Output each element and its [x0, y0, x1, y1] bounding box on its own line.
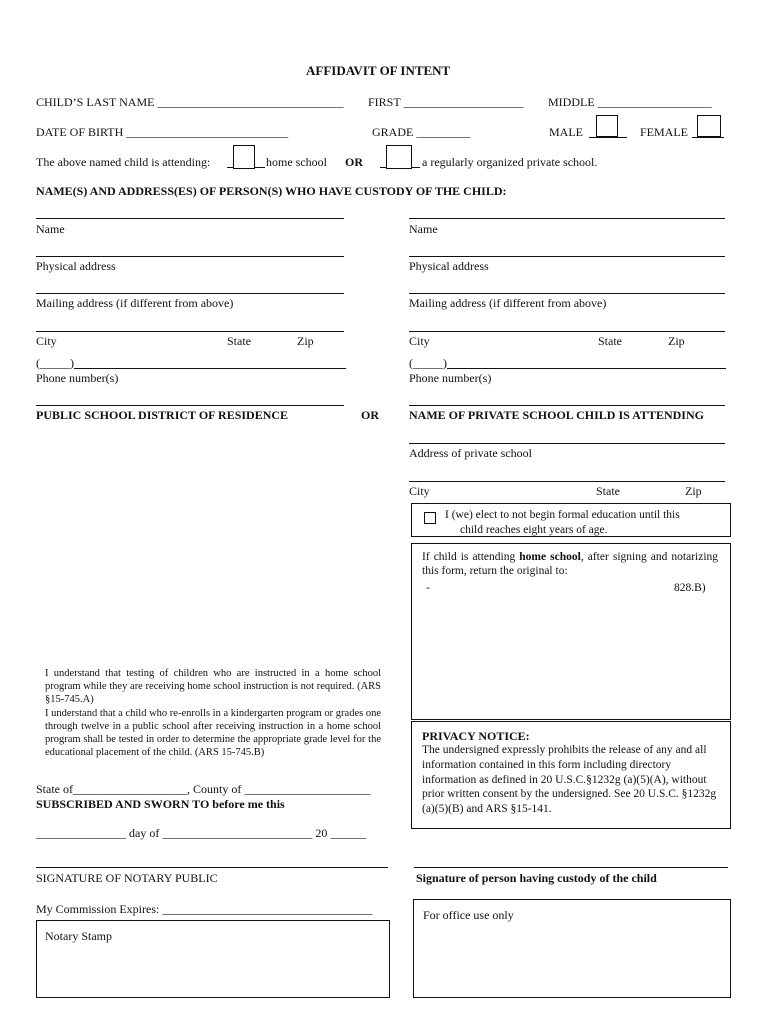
custody-signature-label: Signature of person having custody of the child: [416, 871, 657, 885]
private-school-name-label: NAME OF PRIVATE SCHOOL CHILD IS ATTENDING: [409, 408, 704, 422]
date-of-birth-field[interactable]: DATE OF BIRTH ___________________________: [36, 125, 289, 139]
first-name-field[interactable]: FIRST ____________________: [368, 95, 524, 109]
elect-delay-checkbox[interactable]: [424, 512, 436, 524]
elect-delay-box: [411, 503, 731, 537]
male-label: MALE: [549, 125, 583, 139]
childs-last-name-field[interactable]: CHILD’S LAST NAME _______________________________: [36, 95, 344, 109]
private-school-zip-label: Zip: [685, 484, 702, 498]
grade-field[interactable]: GRADE _________: [372, 125, 471, 139]
public-district-label: PUBLIC SCHOOL DISTRICT OF RESIDENCE: [36, 408, 289, 422]
attending-label: The above named child is attending:: [36, 155, 211, 169]
custody1-mailing-address-line[interactable]: [36, 293, 344, 294]
custody1-state-label: State: [227, 334, 251, 348]
office-use-label: For office use only: [423, 908, 514, 922]
custody1-phone-prefix: (_____): [36, 356, 74, 370]
private-school-label: a regularly organized private school.: [422, 155, 598, 169]
school-or-label: OR: [361, 408, 379, 422]
notary-signature-label: SIGNATURE OF NOTARY PUBLIC: [36, 871, 218, 885]
custody2-physical-address-line[interactable]: [409, 256, 725, 257]
document-title: AFFIDAVIT OF INTENT: [306, 63, 451, 78]
custody1-phone-line[interactable]: [74, 368, 346, 369]
custody1-physical-address-line[interactable]: [36, 256, 344, 257]
private-school-city-label: City: [409, 484, 430, 498]
testing-paragraph-2: I understand that a child who re-enrolls in a kindergarten program or grades one through twelve in a public school after receiving instruction in a home school program shall be tested in order to determine the appropriate grade level for the educational placement of the child. (ARS 15-745.B): [45, 708, 381, 758]
home-school-checkbox[interactable]: [233, 145, 255, 169]
private-school-address-label: Address of private school: [409, 446, 532, 460]
home-school-label: home school: [266, 155, 327, 169]
custody-signature-line[interactable]: [414, 867, 728, 868]
private-school-city-line[interactable]: [409, 481, 725, 482]
custody2-phone-prefix: (_____): [409, 356, 447, 370]
private-school-address-line[interactable]: [409, 443, 725, 444]
office-use-box: [413, 899, 731, 998]
custody1-name-label: Name: [36, 222, 65, 236]
private-school-name-line[interactable]: [409, 405, 725, 406]
private-school-checkbox[interactable]: [386, 145, 412, 169]
custody2-name-label: Name: [409, 222, 438, 236]
return-address-dash: -: [426, 582, 430, 594]
custody2-city-label: City: [409, 334, 430, 348]
custody1-city-line[interactable]: [36, 331, 344, 332]
or-label: OR: [345, 155, 363, 169]
male-checkbox[interactable]: [596, 115, 618, 137]
commission-expires-field[interactable]: My Commission Expires: ___________________________________: [36, 902, 373, 916]
female-checkbox[interactable]: [697, 115, 721, 137]
custody2-state-label: State: [598, 334, 622, 348]
privacy-notice-text: The undersigned expressly prohibits the release of any and all information contained in this form including directory information as defined in 20 U.S.C.§1232g (a)(5)(A), without prior written consent by the undersigned. See 20 U.S.C. §1232g (a)(5)(B) and ARS §15-141.: [422, 744, 717, 816]
custody2-physical-address-label: Physical address: [409, 259, 489, 273]
custody2-mailing-address-line[interactable]: [409, 293, 725, 294]
private-school-state-label: State: [596, 484, 620, 498]
return-address-ref: 828.B): [674, 582, 706, 594]
notary-stamp-box: [36, 920, 390, 998]
privacy-notice-box: [411, 721, 731, 829]
custody2-city-line[interactable]: [409, 331, 725, 332]
notary-signature-line[interactable]: [36, 867, 388, 868]
custody1-physical-address-label: Physical address: [36, 259, 116, 273]
custody-heading: NAME(S) AND ADDRESS(ES) OF PERSON(S) WHO HAVE CUSTODY OF THE CHILD:: [36, 184, 507, 198]
privacy-notice-title: PRIVACY NOTICE:: [422, 729, 530, 743]
custody1-name-line[interactable]: [36, 218, 344, 219]
day-month-year-field[interactable]: _______________ day of _________________________ 20 ______: [36, 826, 367, 840]
custody1-city-label: City: [36, 334, 57, 348]
subscribed-sworn-label: SUBSCRIBED AND SWORN TO before me this: [36, 797, 285, 811]
custody2-phone-label: Phone number(s): [409, 371, 492, 385]
home-school-instructions-text: If child is attending home school, after signing and notarizing this form, return the original to:: [422, 551, 719, 577]
custody2-name-line[interactable]: [409, 218, 725, 219]
custody2-mailing-address-label: Mailing address (if different from above): [409, 296, 607, 310]
female-label: FEMALE: [640, 125, 688, 139]
custody1-zip-label: Zip: [297, 334, 314, 348]
elect-delay-line1: I (we) elect to not begin formal education until this: [445, 509, 680, 521]
custody1-mailing-address-label: Mailing address (if different from above): [36, 296, 234, 310]
elect-delay-line2: child reaches eight years of age.: [460, 524, 608, 536]
state-county-field[interactable]: State of___________________, County of _____________________: [36, 782, 371, 796]
testing-paragraph-1: I understand that testing of children who are instructed in a home school program while they are receiving home school instruction is not required. (ARS §15-745.A): [45, 668, 381, 705]
home-school-instructions-box: [411, 543, 731, 720]
custody1-phone-label: Phone number(s): [36, 371, 119, 385]
notary-stamp-label: Notary Stamp: [45, 929, 112, 943]
middle-name-field[interactable]: MIDDLE ___________________: [548, 95, 712, 109]
custody2-phone-line[interactable]: [447, 368, 726, 369]
public-district-line[interactable]: [36, 405, 344, 406]
custody2-zip-label: Zip: [668, 334, 685, 348]
